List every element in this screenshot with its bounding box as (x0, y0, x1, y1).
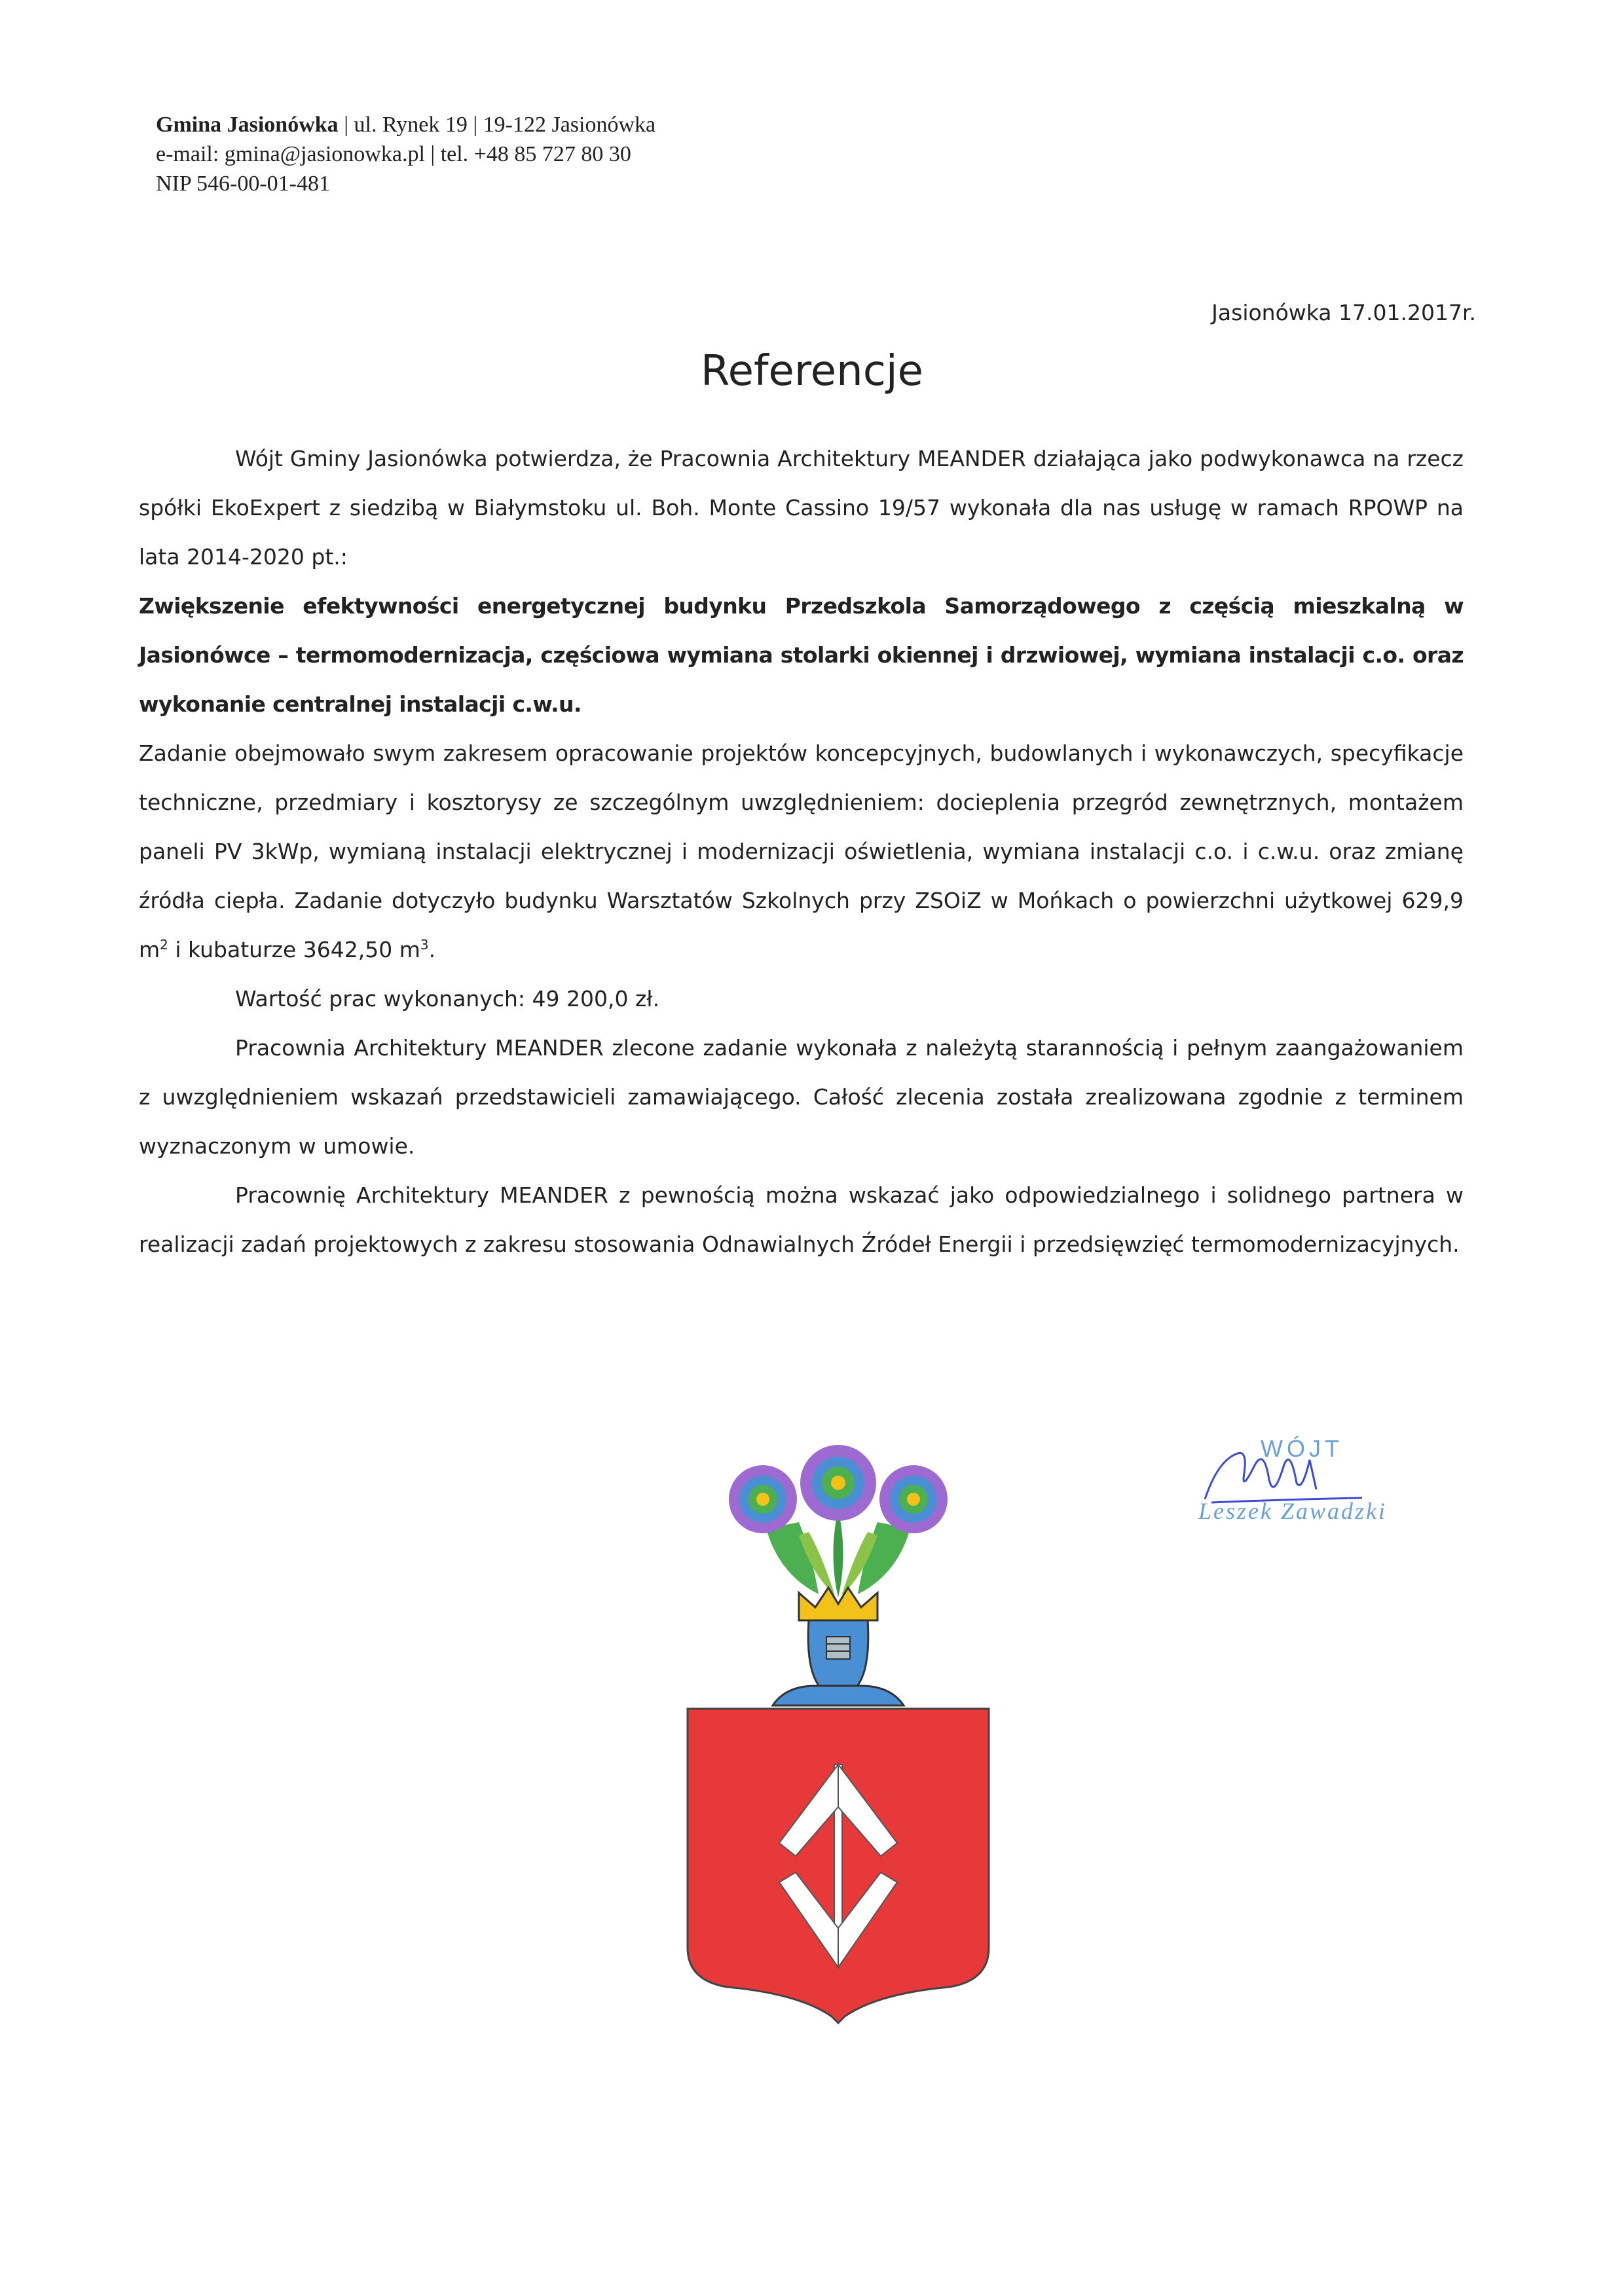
paragraph-quality: Pracownia Architektury MEANDER zlecone zadanie wykonała z należytą starannością i pełnym zaangażowaniem z uwzględnieniem wskazań przedstawicieli zamawiającego. Całość zlecenia została zrealizowana zgodnie z terminem wyznaczonym w umowie. (139, 1035, 1464, 1159)
stamp-role: WÓJT (1261, 1435, 1343, 1462)
letterhead (156, 110, 655, 198)
letterhead-address-line (156, 110, 655, 139)
paragraph-project-title: Zwiększenie efektywności energetycznej budynku Przedszkola Samorządowego z częścią mieszkalną w Jasionówce – termomodernizacja, częściowa wymiana stolarki okiennej i drzwiowej, wymiana instalacji c.o. oraz wykonanie centralnej instalacji c.w.u. (139, 593, 1464, 717)
letter-body (139, 434, 1464, 1269)
paragraph-intro: Wójt Gminy Jasionówka potwierdza, że Pracownia Architektury MEANDER działająca jako podwykonawca na rzecz spółki EkoExpert z siedzibą w Białymstoku ul. Boh. Monte Cassino 19/57 wykonała dla nas usługę w ramach RPOWP na lata 2014-2020 pt.: (139, 446, 1464, 570)
plumes (729, 1445, 948, 1597)
letterhead-nip: NIP 546-00-01-481 (156, 172, 330, 196)
document-date: Jasionówka 17.01.2017r. (1211, 300, 1476, 325)
paragraph-scope (139, 729, 1464, 974)
area-unit-superscript: 2 (160, 937, 168, 953)
stamp-name: Leszek Zawadzki (1198, 1498, 1387, 1524)
document-title: Referencje (700, 347, 924, 395)
signature-stamp (1192, 1421, 1480, 1545)
paragraph-recommendation: Pracownię Architektury MEANDER z pewnością można wskazać jako odpowiedzialnego i solidnego partnera w realizacji zadań projektowych z zakresu stosowania Odnawialnych Źródeł Energii i przedsięwzięć termomodernizacyjnych. (139, 1182, 1464, 1257)
coat-of-arms (681, 1424, 995, 2039)
helmet-icon (773, 1620, 904, 1705)
letterhead-contact: e-mail: gmina@jasionowka.pl | tel. +48 85 727 80 30 (156, 142, 631, 166)
scope-volume-text: i kubaturze 3642,50 m (168, 937, 420, 962)
scope-end: . (428, 937, 436, 962)
municipality-address: | ul. Rynek 19 | 19-122 Jasionówka (338, 113, 656, 137)
volume-unit-superscript: 3 (420, 937, 429, 953)
paragraph-value: Wartość prac wykonanych: 49 200,0 zł. (235, 986, 660, 1011)
scope-text: Zadanie obejmowało swym zakresem opracowanie projektów koncepcyjnych, budowlanych i wykonawczych, specyfikacje techniczne, przedmiary i kosztorysy ze szczególnym uwzględnieniem: docieplenia przegród zewnętrznych, montażem paneli PV 3kWp, wymianą instalacji elektrycznej i modernizacji oświetlenia, wymiana instalacji c.o. i c.w.u. oraz zmianę źródła ciepła. Zadanie dotyczyło budynku Warsztatów Szkolnych przy ZSOiZ w Mońkach o powierzchni użytkowej 629,9 m (139, 740, 1464, 962)
municipality-name: Gmina Jasionówka (156, 113, 339, 137)
